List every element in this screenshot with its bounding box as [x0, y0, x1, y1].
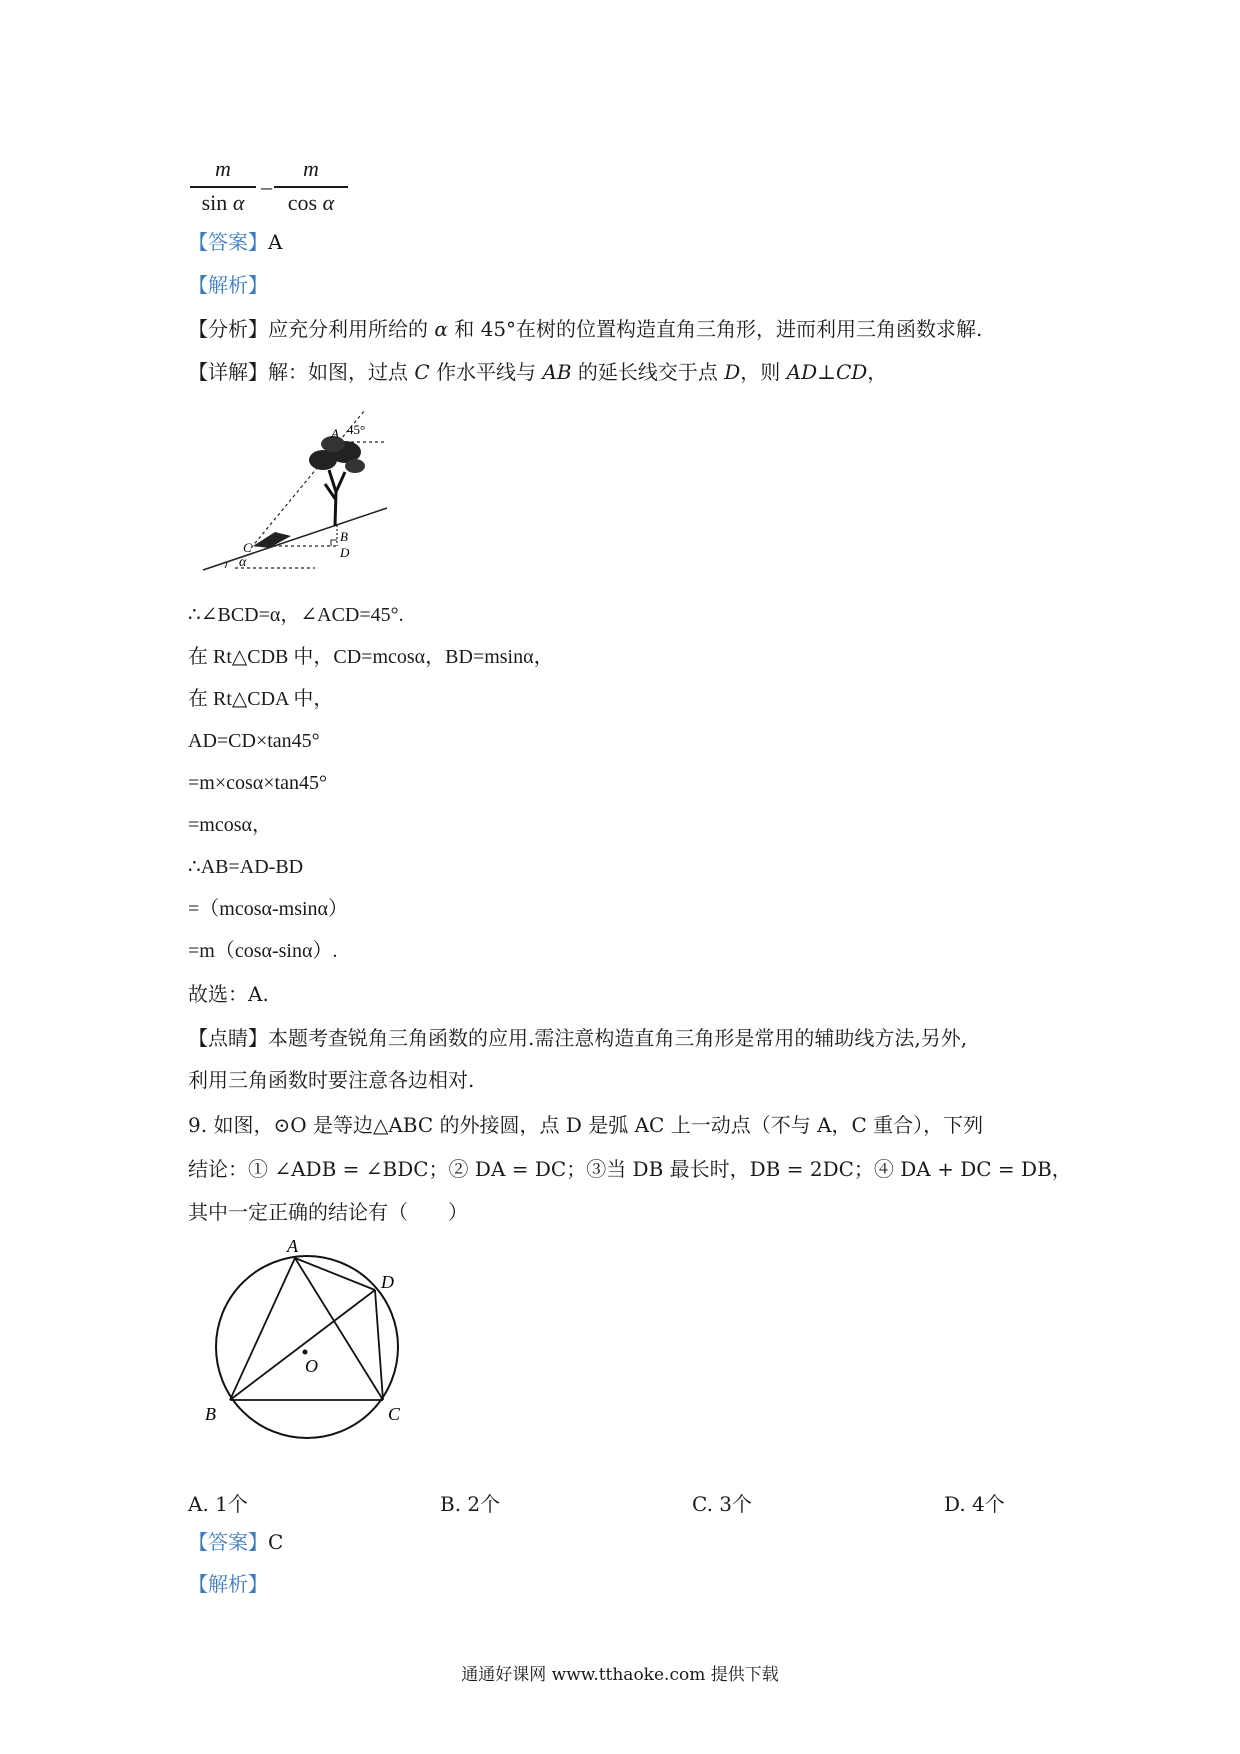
label-B: B [340, 529, 348, 544]
q8-step-10: 故选：A. [188, 982, 269, 1006]
label-O: O [305, 1356, 318, 1376]
q8-step-2: 在 Rt△CDB 中，CD=mcosα，BD=msinα， [188, 646, 554, 668]
q8-step-5: =m×cosα×tan45° [188, 772, 327, 794]
option-a: A. 1个 [188, 1492, 248, 1516]
denominator: sin α [201, 190, 245, 215]
q9-stem-line-3: 其中一定正确的结论有（ ） [188, 1200, 468, 1224]
jiexi-tag: 【解析】 [188, 1572, 268, 1596]
numerator: m [215, 156, 231, 181]
label-D: D [381, 1272, 394, 1292]
q8-analysis: 【分析】应充分利用所给的 α 和 45°在树的位置构造直角三角形，进而利用三角函数求解. [188, 317, 983, 341]
numerator: m [303, 156, 319, 181]
answer-tag: 【答案】 [188, 230, 268, 254]
answer-value: C [268, 1530, 284, 1554]
label-C: C [388, 1404, 401, 1424]
detail-tag: 【详解】 [188, 360, 268, 384]
fraction-m-over-cos-alpha [274, 156, 348, 218]
q8-detail: 【详解】解：如图，过点 C 作水平线与 AB 的延长线交于点 D，则 AD⊥CD， [188, 360, 888, 384]
q8-dianjing-2: 利用三角函数时要注意各边相对. [188, 1068, 475, 1092]
q8-step-7: ∴AB=AD-BD [188, 856, 304, 878]
answer-value: A [268, 230, 283, 254]
q8-step-1: ∴∠BCD=α，∠ACD=45°. [188, 604, 404, 626]
option-c: C. 3个 [692, 1492, 753, 1516]
answer-tag: 【答案】 [188, 1530, 268, 1554]
fraction-m-over-sin-alpha [190, 156, 256, 218]
minus-sign: – [261, 174, 272, 199]
label-alpha: α [239, 555, 247, 570]
q9-jiexi [188, 1570, 268, 1598]
label-45-degrees: 45° [347, 422, 366, 437]
q8-step-3: 在 Rt△CDA 中， [188, 688, 334, 710]
fraction-bar [274, 186, 348, 188]
label-A: A [331, 426, 339, 441]
q8-step-6: =mcosα， [188, 814, 272, 836]
circle-triangle-figure [195, 1230, 425, 1440]
label-A: A [287, 1236, 298, 1256]
denominator: cos α [287, 190, 335, 215]
label-D: D [340, 545, 350, 560]
q9-answer [188, 1528, 283, 1556]
jiexi-tag: 【解析】 [188, 273, 268, 297]
q8-answer [188, 228, 282, 256]
q8-step-9: =m（cosα-sinα）. [188, 940, 338, 962]
q8-step-8: =（mcosα-msinα） [188, 898, 349, 920]
page-footer: 通通好课网 www.tthaoke.com 提供下载 [461, 1665, 779, 1685]
option-b: B. 2个 [440, 1492, 501, 1516]
label-C: C [243, 540, 252, 555]
dianjing-tag: 【点睛】 [188, 1026, 268, 1050]
q9-stem-line-2: 结论：① ∠ADB = ∠BDC；② DA = DC；③当 DB 最长时，DB = 2DC；④ DA + DC = DB， [188, 1157, 1072, 1181]
q8-jiexi [188, 271, 268, 299]
q8-dianjing-1: 【点睛】本题考查锐角三角函数的应用.需注意构造直角三角形是常用的辅助线方法,另外, [188, 1026, 968, 1050]
analysis-tag: 【分析】 [188, 317, 268, 341]
tree-slope-figure [195, 400, 415, 580]
label-B: B [205, 1404, 216, 1424]
fraction-bar [190, 186, 256, 188]
q9-stem-line-1: 9. 如图，⊙O 是等边△ABC 的外接圆，点 D 是弧 AC 上一动点（不与 A，C 重合），下列 [188, 1113, 984, 1137]
option-d: D. 4个 [944, 1492, 1005, 1516]
q8-step-4: AD=CD×tan45° [188, 730, 320, 752]
